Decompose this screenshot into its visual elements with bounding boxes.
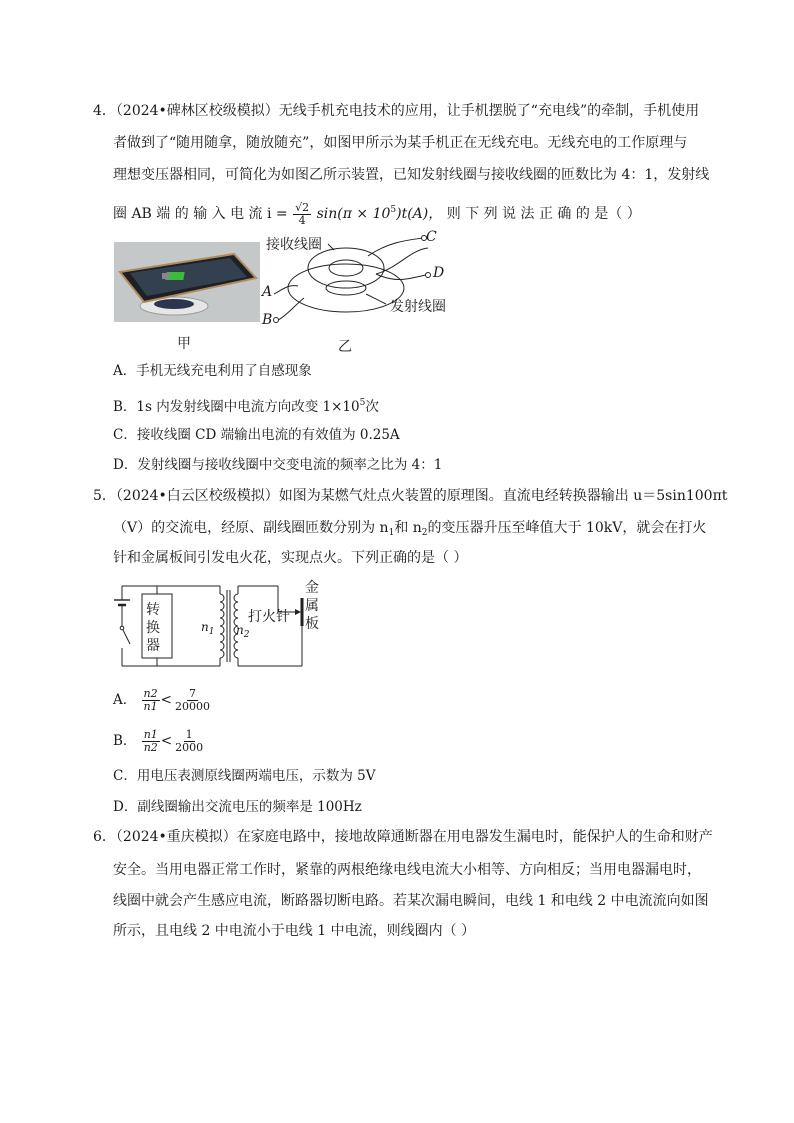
q4-formula: sin(π × 10 <box>316 206 391 222</box>
q6-stem-line-3: 线圈中就会产生感应电流，断路器切断电路。若某次漏电瞬间，电线 1 和电线 2 中电流流向如图 <box>113 893 709 909</box>
q5-b-relation: < <box>160 733 173 749</box>
q4-frac-numerator: √2 <box>295 200 310 214</box>
q5-option-b[interactable] <box>113 729 206 754</box>
q5-a-relation: < <box>160 692 172 708</box>
q4-option-b-exponent: 5 <box>359 398 366 408</box>
figure-yi-label: 乙 <box>338 339 352 355</box>
q5-option-a-label: A． <box>113 692 137 708</box>
q5-stem-line-3: 针和金属板间引发电火花，实现点火。下列正确的是（ ） <box>113 550 468 566</box>
q5-stem-line-1: 5．（2024•白云区校级模拟）如图为某燃气灶点火装置的原理图。直流电经转换器输出 u＝5sin100πt <box>93 488 728 504</box>
q5-option-a[interactable] <box>113 688 213 713</box>
q4-option-c[interactable]: C．接收线圈 CD 端输出电流的有效值为 0.25A <box>113 427 400 443</box>
plate-char-1: 金 <box>305 580 319 596</box>
n2-sub: 2 <box>243 630 250 640</box>
q5-option-a-right-fraction <box>173 688 212 713</box>
q5-option-b-left-fraction <box>142 729 160 754</box>
q6-stem-line-2: 安全。当用电器正常工作时，紧靠的两根绝缘电线电流大小相等、方向相反；当用电器漏电时， <box>113 862 701 878</box>
point-d-label: D <box>433 265 445 281</box>
ignition-circuit-diagram <box>112 580 332 672</box>
q4-stem-line-3: 理想变压器相同，可简化为如图乙所示装置，已知发射线圈与接收线圈的匝数比为 4：1，发射线 <box>113 167 710 183</box>
point-a-label: A <box>262 284 273 300</box>
converter-char-1: 转 <box>146 602 160 618</box>
transmit-coil-label: 发射线圈 <box>390 299 446 315</box>
q4-option-b-suffix: 次 <box>365 399 379 415</box>
q4-stem-line-1: 4．（2024•碑林区校级模拟）无线手机充电技术的应用，让手机摆脱了“充电线”的牵制，手机使用 <box>93 103 700 119</box>
q6-stem-line-4: 所示，且电线 2 中电流小于电线 1 中电流，则线圈内（ ） <box>113 923 476 939</box>
q5-option-b-label: B． <box>113 733 137 749</box>
phone-charging-photo <box>114 242 260 322</box>
q5-n2-subscript: 2 <box>421 528 428 538</box>
q4-option-d[interactable]: D．发射线圈与接收线圈中交变电流的频率之比为 4：1 <box>113 457 443 473</box>
metal-plate-label <box>305 579 319 633</box>
q5-a-left-den: n1 <box>143 700 158 713</box>
ignition-needle-label: 打火针 <box>248 609 290 625</box>
q4-stem-line-4 <box>113 200 641 227</box>
q5-stem-line-2 <box>113 518 706 543</box>
q5-option-a-left-fraction <box>142 688 160 713</box>
q5-line2-prefix: （V）的交流电，经原、副线圈匝数分别为 n <box>113 520 389 536</box>
q4-formula-exponent: 5 <box>390 205 397 215</box>
q5-a-right-num: 7 <box>188 687 196 700</box>
n1-sub: 1 <box>208 627 215 637</box>
n2-letter: n <box>236 623 244 637</box>
q5-option-c[interactable]: C．用电压表测原线圈两端电压，示数为 5V <box>113 768 376 784</box>
q5-line2-middle: 和 n <box>394 520 422 536</box>
q5-a-left-num: n2 <box>143 687 158 700</box>
q4-frac-denominator: 4 <box>298 213 306 227</box>
converter-char-2: 换 <box>146 620 160 636</box>
plate-char-3: 板 <box>305 616 319 632</box>
q4-option-b[interactable] <box>113 393 379 417</box>
q5-option-b-right-fraction <box>173 729 205 754</box>
q4-line4-prefix: 圈 AB 端 的 输 入 电 流 i = <box>113 206 288 222</box>
q5-b-right-den: 2000 <box>175 741 204 754</box>
q4-stem-line-2: 者做到了“随用随拿，随放随充”，如图甲所示为某手机正在无线充电。无线充电的工作原理与 <box>113 135 688 151</box>
q5-b-left-den: n2 <box>143 741 158 754</box>
q5-n1-subscript: 1 <box>388 528 395 538</box>
q4-line4-suffix: 则 下 列 说 法 正 确 的 是（ ） <box>446 206 641 222</box>
q5-b-left-num: n1 <box>143 728 158 741</box>
q5-line2-suffix: 的变压器升压至峰值大于 10kV，就会在打火 <box>427 520 707 536</box>
q4-option-b-text: B．1s 内发射线圈中电流方向改变 1×10 <box>113 399 360 415</box>
receive-coil-label: 接收线圈 <box>266 237 322 253</box>
q5-option-d[interactable]: D．副线圈输出交流电压的频率是 100Hz <box>113 799 362 815</box>
converter-label <box>146 601 162 655</box>
point-c-label: C <box>426 229 437 245</box>
phone-charger-illustration <box>114 242 260 322</box>
plate-char-2: 属 <box>305 598 319 614</box>
q6-stem-line-1: 6．（2024•重庆模拟）在家庭电路中，接地故障通断器在用电器发生漏电时，能保护人的生命和财产 <box>93 829 713 845</box>
n1-label <box>201 620 214 637</box>
n1-letter: n <box>201 620 209 634</box>
q4-formula-tail: )t(A)， <box>396 206 443 222</box>
point-b-label: B <box>262 312 273 328</box>
q4-current-fraction <box>293 202 311 227</box>
figure-jia-label: 甲 <box>177 336 191 352</box>
q5-a-right-den: 20000 <box>174 700 210 713</box>
converter-char-3: 器 <box>146 638 160 654</box>
q5-b-right-num: 1 <box>185 728 193 741</box>
q4-option-a[interactable]: A．手机无线充电利用了自感现象 <box>113 363 312 379</box>
